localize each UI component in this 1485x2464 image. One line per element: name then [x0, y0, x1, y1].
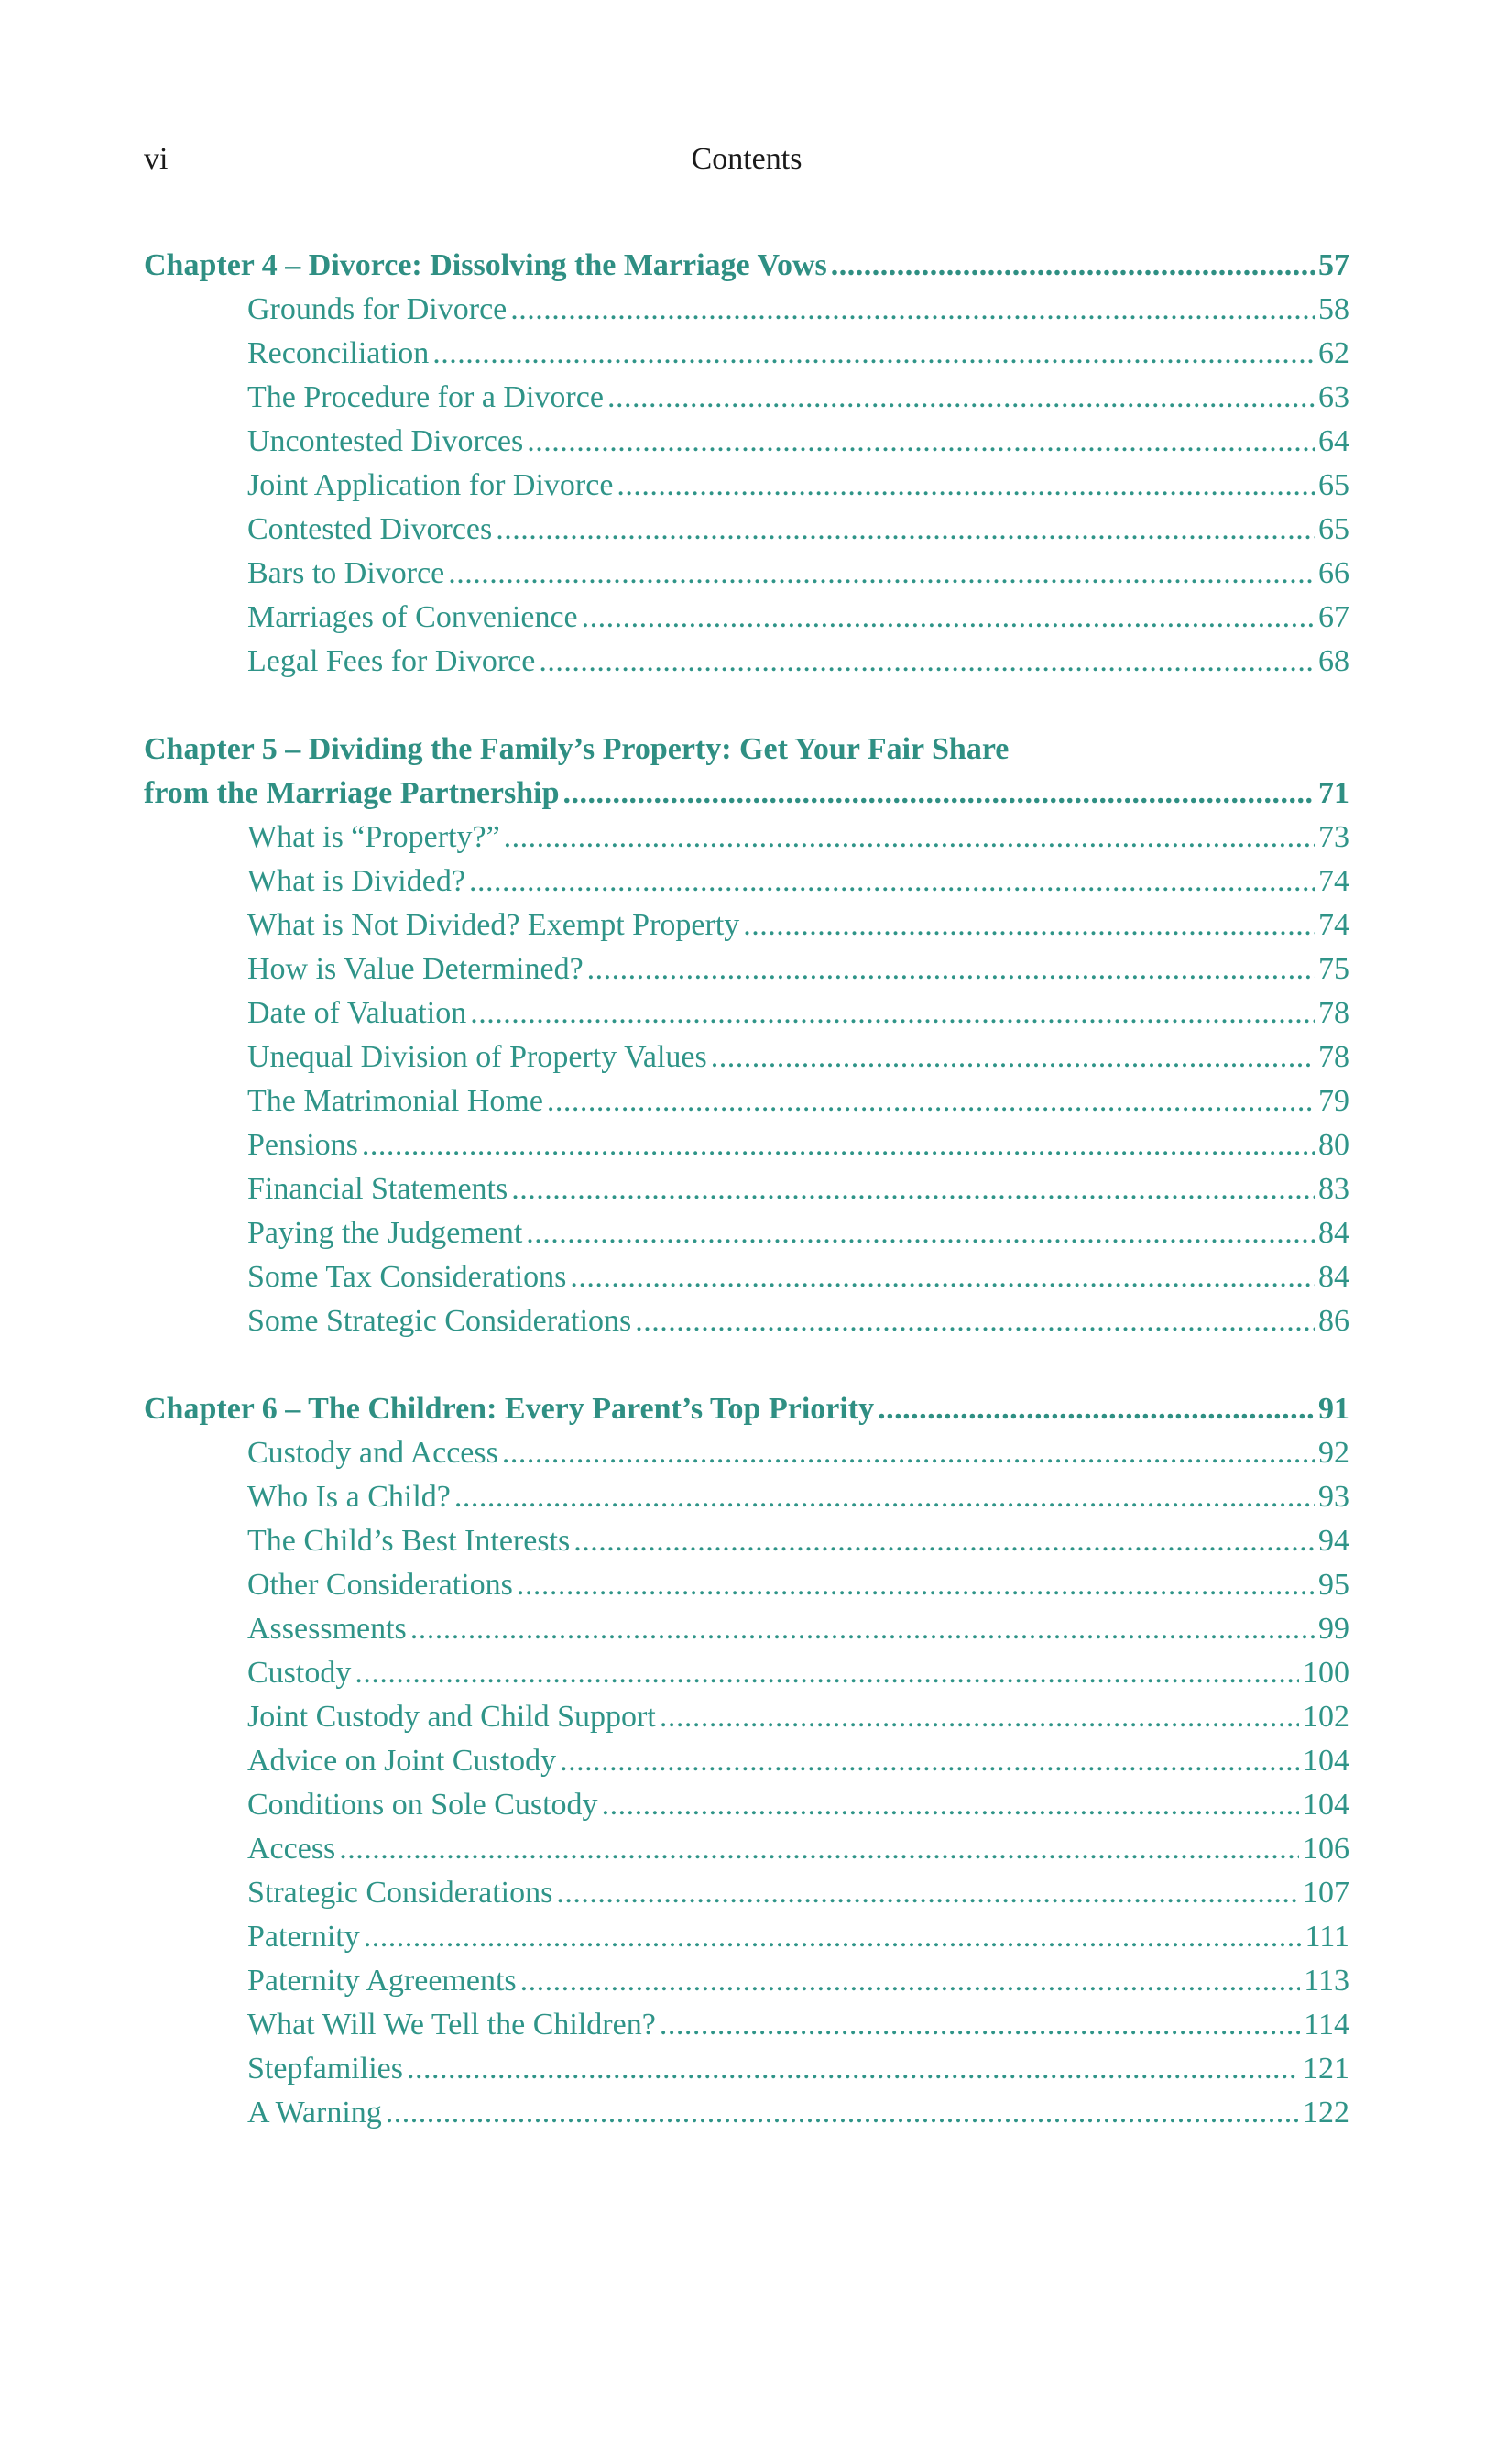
toc-entry: [144, 1563, 1349, 1607]
toc-entry: [144, 991, 1349, 1035]
toc-entry: [144, 1827, 1349, 1871]
dot-leader: [362, 1123, 1315, 1167]
toc-entry: [144, 596, 1349, 640]
table-of-contents: [144, 244, 1349, 2179]
entry-title: Strategic Considerations: [247, 1876, 553, 1910]
entry-page-number: 64: [1318, 424, 1349, 458]
entry-title: Financial Statements: [247, 1172, 508, 1206]
toc-entry: [144, 288, 1349, 332]
chapter-page-number: 71: [1318, 776, 1349, 810]
dot-leader: [432, 332, 1315, 376]
dot-leader: [743, 903, 1315, 947]
chapter-heading: [144, 244, 1349, 288]
entry-page-number: 83: [1318, 1172, 1349, 1206]
dot-leader: [539, 640, 1315, 684]
running-head: [144, 142, 1349, 186]
entry-page-number: 111: [1305, 1920, 1349, 1954]
toc-entry: [144, 1475, 1349, 1519]
entry-page-number: 65: [1318, 512, 1349, 546]
entry-page-number: 93: [1318, 1480, 1349, 1514]
dot-leader: [573, 1519, 1315, 1563]
chapter-6: [144, 1387, 1349, 2135]
dot-leader: [527, 420, 1315, 464]
entry-page-number: 106: [1303, 1832, 1349, 1866]
entry-title: Custody: [247, 1656, 352, 1690]
entry-title: How is Value Determined?: [247, 952, 584, 986]
entry-title: Uncontested Divorces: [247, 424, 524, 458]
dot-leader: [355, 1651, 1299, 1695]
entry-title: A Warning: [247, 2096, 382, 2130]
entry-title: Assessments: [247, 1612, 407, 1646]
dot-leader: [407, 2047, 1299, 2091]
entry-page-number: 104: [1303, 1788, 1349, 1822]
toc-entry: [144, 816, 1349, 860]
entry-page-number: 104: [1303, 1744, 1349, 1778]
entry-title: Unequal Division of Property Values: [247, 1040, 707, 1074]
entry-title: Paternity Agreements: [247, 1964, 517, 1998]
dot-leader: [587, 947, 1315, 991]
dot-leader: [520, 1959, 1301, 2003]
dot-leader: [570, 1255, 1315, 1299]
entry-page-number: 78: [1318, 1040, 1349, 1074]
entry-title: What is Not Divided? Exempt Property: [247, 908, 740, 942]
dot-leader: [510, 288, 1315, 332]
chapter-page-number: 57: [1318, 248, 1349, 282]
toc-entry: [144, 1695, 1349, 1739]
entry-title: Joint Custody and Child Support: [247, 1700, 656, 1734]
toc-entry: [144, 1651, 1349, 1695]
toc-entry: [144, 1123, 1349, 1167]
toc-entry: [144, 947, 1349, 991]
toc-entry: [144, 420, 1349, 464]
entry-title: What Will We Tell the Children?: [247, 2008, 656, 2042]
toc-entry: [144, 2003, 1349, 2047]
toc-entry: [144, 2047, 1349, 2091]
entry-page-number: 114: [1304, 2008, 1349, 2042]
chapter-title: Chapter 6 – The Children: Every Parent’s Top Priority: [144, 1392, 875, 1426]
toc-entry: [144, 464, 1349, 508]
entry-title: The Child’s Best Interests: [247, 1524, 571, 1558]
dot-leader: [526, 1211, 1315, 1255]
entry-title: Contested Divorces: [247, 512, 493, 546]
entry-title: Pensions: [247, 1128, 358, 1162]
entry-title: The Matrimonial Home: [247, 1084, 543, 1118]
toc-entry: [144, 1079, 1349, 1123]
entry-title: The Procedure for a Divorce: [247, 380, 604, 414]
entry-page-number: 68: [1318, 644, 1349, 678]
entry-page-number: 107: [1303, 1876, 1349, 1910]
dot-leader: [547, 1079, 1315, 1123]
toc-entry: [144, 1607, 1349, 1651]
entry-page-number: 63: [1318, 380, 1349, 414]
page-folio: vi: [144, 142, 169, 176]
entry-page-number: 84: [1318, 1260, 1349, 1294]
entry-page-number: 95: [1318, 1568, 1349, 1602]
chapter-title-line-1: Chapter 5 – Dividing the Family’s Property: Get Your Fair Share: [144, 732, 1010, 766]
entry-title: Marriages of Convenience: [247, 600, 578, 634]
dot-leader: [448, 552, 1315, 596]
dot-leader: [470, 991, 1315, 1035]
entry-page-number: 73: [1318, 820, 1349, 854]
entry-title: Reconciliation: [247, 336, 430, 370]
entry-title: Access: [247, 1832, 336, 1866]
toc-entry: [144, 1739, 1349, 1783]
entry-title: What is “Property?”: [247, 820, 500, 854]
dot-leader: [454, 1475, 1315, 1519]
dot-leader: [502, 1431, 1315, 1475]
entry-title: Who Is a Child?: [247, 1480, 451, 1514]
entry-page-number: 80: [1318, 1128, 1349, 1162]
dot-leader: [711, 1035, 1315, 1079]
dot-leader: [602, 1783, 1299, 1827]
entry-title: Legal Fees for Divorce: [247, 644, 536, 678]
toc-entry: [144, 508, 1349, 552]
entry-title: Paternity: [247, 1920, 360, 1954]
toc-entry: [144, 1431, 1349, 1475]
entry-page-number: 74: [1318, 864, 1349, 898]
dot-leader: [560, 1739, 1299, 1783]
dot-leader: [635, 1299, 1315, 1343]
entry-title: Conditions on Sole Custody: [247, 1788, 598, 1822]
dot-leader: [660, 2003, 1300, 2047]
running-title: Contents: [691, 142, 803, 176]
toc-entry: [144, 1783, 1349, 1827]
entry-page-number: 122: [1303, 2096, 1349, 2130]
toc-entry: [144, 2091, 1349, 2135]
entry-title: What is Divided?: [247, 864, 465, 898]
dot-leader: [469, 860, 1315, 903]
chapter-page-number: 91: [1318, 1392, 1349, 1426]
toc-entry: [144, 1211, 1349, 1255]
entry-page-number: 100: [1303, 1656, 1349, 1690]
dot-leader: [386, 2091, 1299, 2135]
dot-leader: [339, 1827, 1299, 1871]
dot-leader: [831, 244, 1315, 288]
entry-page-number: 74: [1318, 908, 1349, 942]
entry-title: Other Considerations: [247, 1568, 513, 1602]
chapter-heading: [144, 1387, 1349, 1431]
chapter-heading: [144, 772, 1349, 816]
dot-leader: [660, 1695, 1299, 1739]
entry-page-number: 99: [1318, 1612, 1349, 1646]
toc-entry: [144, 903, 1349, 947]
entry-title: Date of Valuation: [247, 996, 467, 1030]
entry-page-number: 102: [1303, 1700, 1349, 1734]
dot-leader: [582, 596, 1315, 640]
toc-entry: [144, 552, 1349, 596]
dot-leader: [617, 464, 1315, 508]
entry-page-number: 121: [1303, 2052, 1349, 2086]
toc-entry: [144, 1299, 1349, 1343]
entry-page-number: 75: [1318, 952, 1349, 986]
toc-entry: [144, 640, 1349, 684]
dot-leader: [364, 1915, 1302, 1959]
entry-title: Some Tax Considerations: [247, 1260, 567, 1294]
chapter-5: [144, 728, 1349, 1343]
entry-page-number: 62: [1318, 336, 1349, 370]
entry-page-number: 78: [1318, 996, 1349, 1030]
entry-page-number: 66: [1318, 556, 1349, 590]
dot-leader: [556, 1871, 1299, 1915]
toc-entry: [144, 1959, 1349, 2003]
entry-page-number: 94: [1318, 1524, 1349, 1558]
entry-title: Bars to Divorce: [247, 556, 445, 590]
dot-leader: [563, 772, 1315, 816]
toc-entry: [144, 1519, 1349, 1563]
entry-title: Some Strategic Considerations: [247, 1304, 632, 1338]
chapter-title: Chapter 4 – Divorce: Dissolving the Marriage Vows: [144, 248, 827, 282]
entry-page-number: 86: [1318, 1304, 1349, 1338]
dot-leader: [517, 1563, 1315, 1607]
dot-leader: [878, 1387, 1315, 1431]
entry-page-number: 67: [1318, 600, 1349, 634]
toc-entry: [144, 376, 1349, 420]
toc-entry: [144, 1035, 1349, 1079]
entry-page-number: 84: [1318, 1216, 1349, 1250]
entry-page-number: 92: [1318, 1436, 1349, 1470]
entry-page-number: 65: [1318, 468, 1349, 502]
toc-entry: [144, 1255, 1349, 1299]
toc-entry: [144, 860, 1349, 903]
dot-leader: [504, 816, 1315, 860]
chapter-title-line-2: from the Marriage Partnership: [144, 776, 560, 810]
toc-entry: [144, 332, 1349, 376]
entry-title: Paying the Judgement: [247, 1216, 523, 1250]
entry-title: Grounds for Divorce: [247, 292, 508, 326]
toc-entry: [144, 1167, 1349, 1211]
dot-leader: [496, 508, 1315, 552]
entry-page-number: 79: [1318, 1084, 1349, 1118]
dot-leader: [511, 1167, 1315, 1211]
entry-page-number: 113: [1304, 1964, 1349, 1998]
entry-title: Custody and Access: [247, 1436, 498, 1470]
toc-entry: [144, 1871, 1349, 1915]
entry-title: Stepfamilies: [247, 2052, 403, 2086]
entry-title: Advice on Joint Custody: [247, 1744, 557, 1778]
entry-title: Joint Application for Divorce: [247, 468, 614, 502]
entry-page-number: 58: [1318, 292, 1349, 326]
dot-leader: [607, 376, 1315, 420]
dot-leader: [410, 1607, 1315, 1651]
chapter-4: [144, 244, 1349, 684]
toc-entry: [144, 1915, 1349, 1959]
